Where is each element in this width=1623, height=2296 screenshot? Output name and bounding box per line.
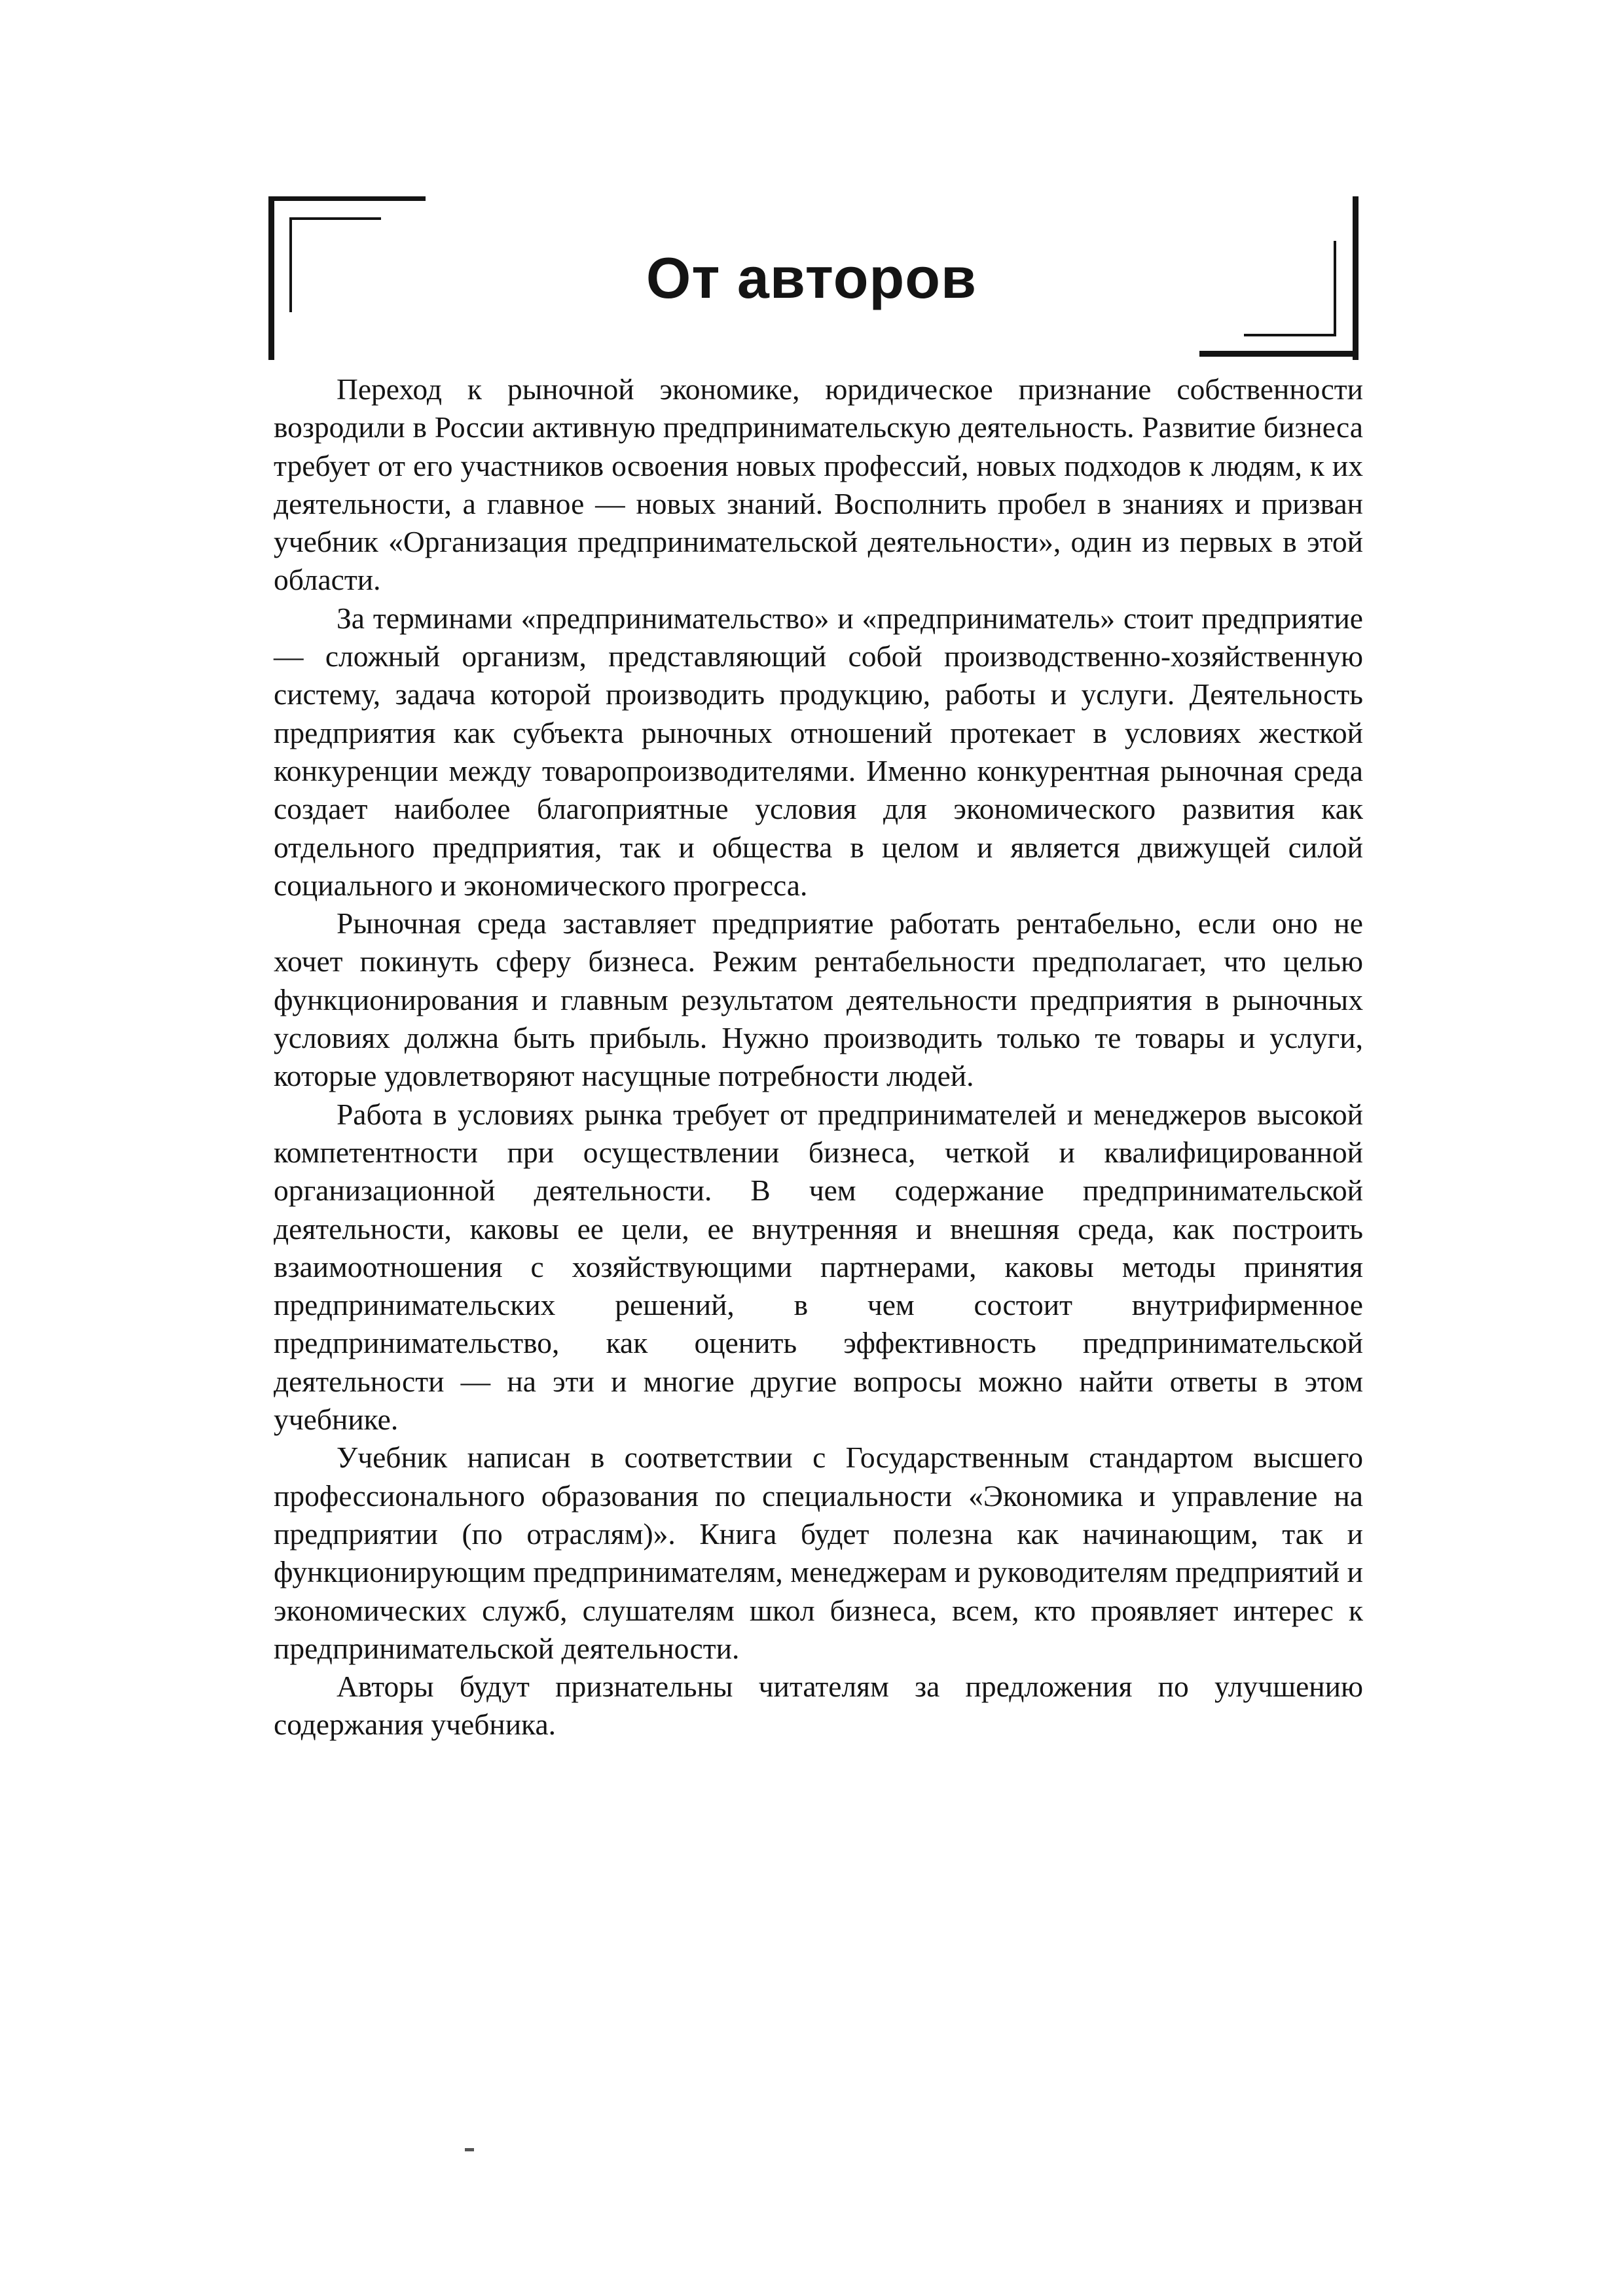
paragraph-2: За терминами «предпринимательство» и «предприниматель» стоит предприятие — сложный организм, представляющий собой производственно-хозяйственную систему, задача которой производить продукцию, работы и услуги. Деятельность предприятия как субъекта рыночных отношений протекает в условиях жесткой конкуренции между товаропроизводителями. Именно конкурентная рыночная среда создает наиболее благоприятные условия для экономического развития как отдельного предприятия, так и общества в целом и является движущей силой социального и экономического прогресса. [274, 601, 1363, 902]
paragraph-1: Переход к рыночной экономике, юридическое признание собственности возродили в России активную предпринимательскую деятельность. Развитие бизнеса требует от его участников освоения новых профессий, новых подходов к людям, к их деятельности, а главное — новых знаний. Восполнить пробел в знаниях и призван учебник «Организация предпринимательской деятельности», один из первых в этой области. [274, 372, 1363, 597]
scan-mark [465, 2148, 474, 2151]
page-title: От авторов [646, 245, 977, 310]
paragraph-4: Работа в условиях рынка требует от предпринимателей и менеджеров высокой компетентности при осуществлении бизнеса, четкой и квалифицированной организационной деятельности. В чем содержание предпринимательской деятельности, каковы ее цели, ее внутренняя и внешняя среда, как построить взаимоотношения с хозяйствующими партнерами, каковы методы принятия предпринимательских решений, в чем состоит внутрифирменное предпринимательство, как оценить эффективность предпринимательской деятельности — на эти и многие другие вопросы можно найти ответы в этом учебнике. [274, 1097, 1363, 1437]
paragraph-6: Авторы будут признательны читателям за предложения по улучшению содержания учебника. [274, 1670, 1363, 1742]
paragraph-3: Рыночная среда заставляет предприятие работать рентабельно, если оно не хочет покинуть сферу бизнеса. Режим рентабельности предполагает, что целью функционирования и главным результатом деятельности предприятия в рыночных условиях должна быть прибыль. Нужно производить только те товары и услуги, которые удовлетворяют насущные потребности людей. [274, 906, 1363, 1093]
heading-frame-left-inner-top [289, 217, 381, 220]
heading-frame-left-corner-top [268, 196, 426, 201]
heading-frame-right-inner-bottom [1244, 334, 1336, 336]
body-text [274, 370, 1363, 1744]
paragraph-5: Учебник написан в соответствии с Государственным стандартом высшего профессионального образования по специальности «Экономика и управление на предприятии (по отраслям)». Книга будет полезна как начинающим, так и функционирующим предпринимателям, менеджерам и руководителям предприятий и экономических служб, слушателям школ бизнеса, всем, кто проявляет интерес к предпринимательской деятельности. [274, 1441, 1363, 1665]
heading-frame-right-corner-bottom [1199, 351, 1359, 357]
